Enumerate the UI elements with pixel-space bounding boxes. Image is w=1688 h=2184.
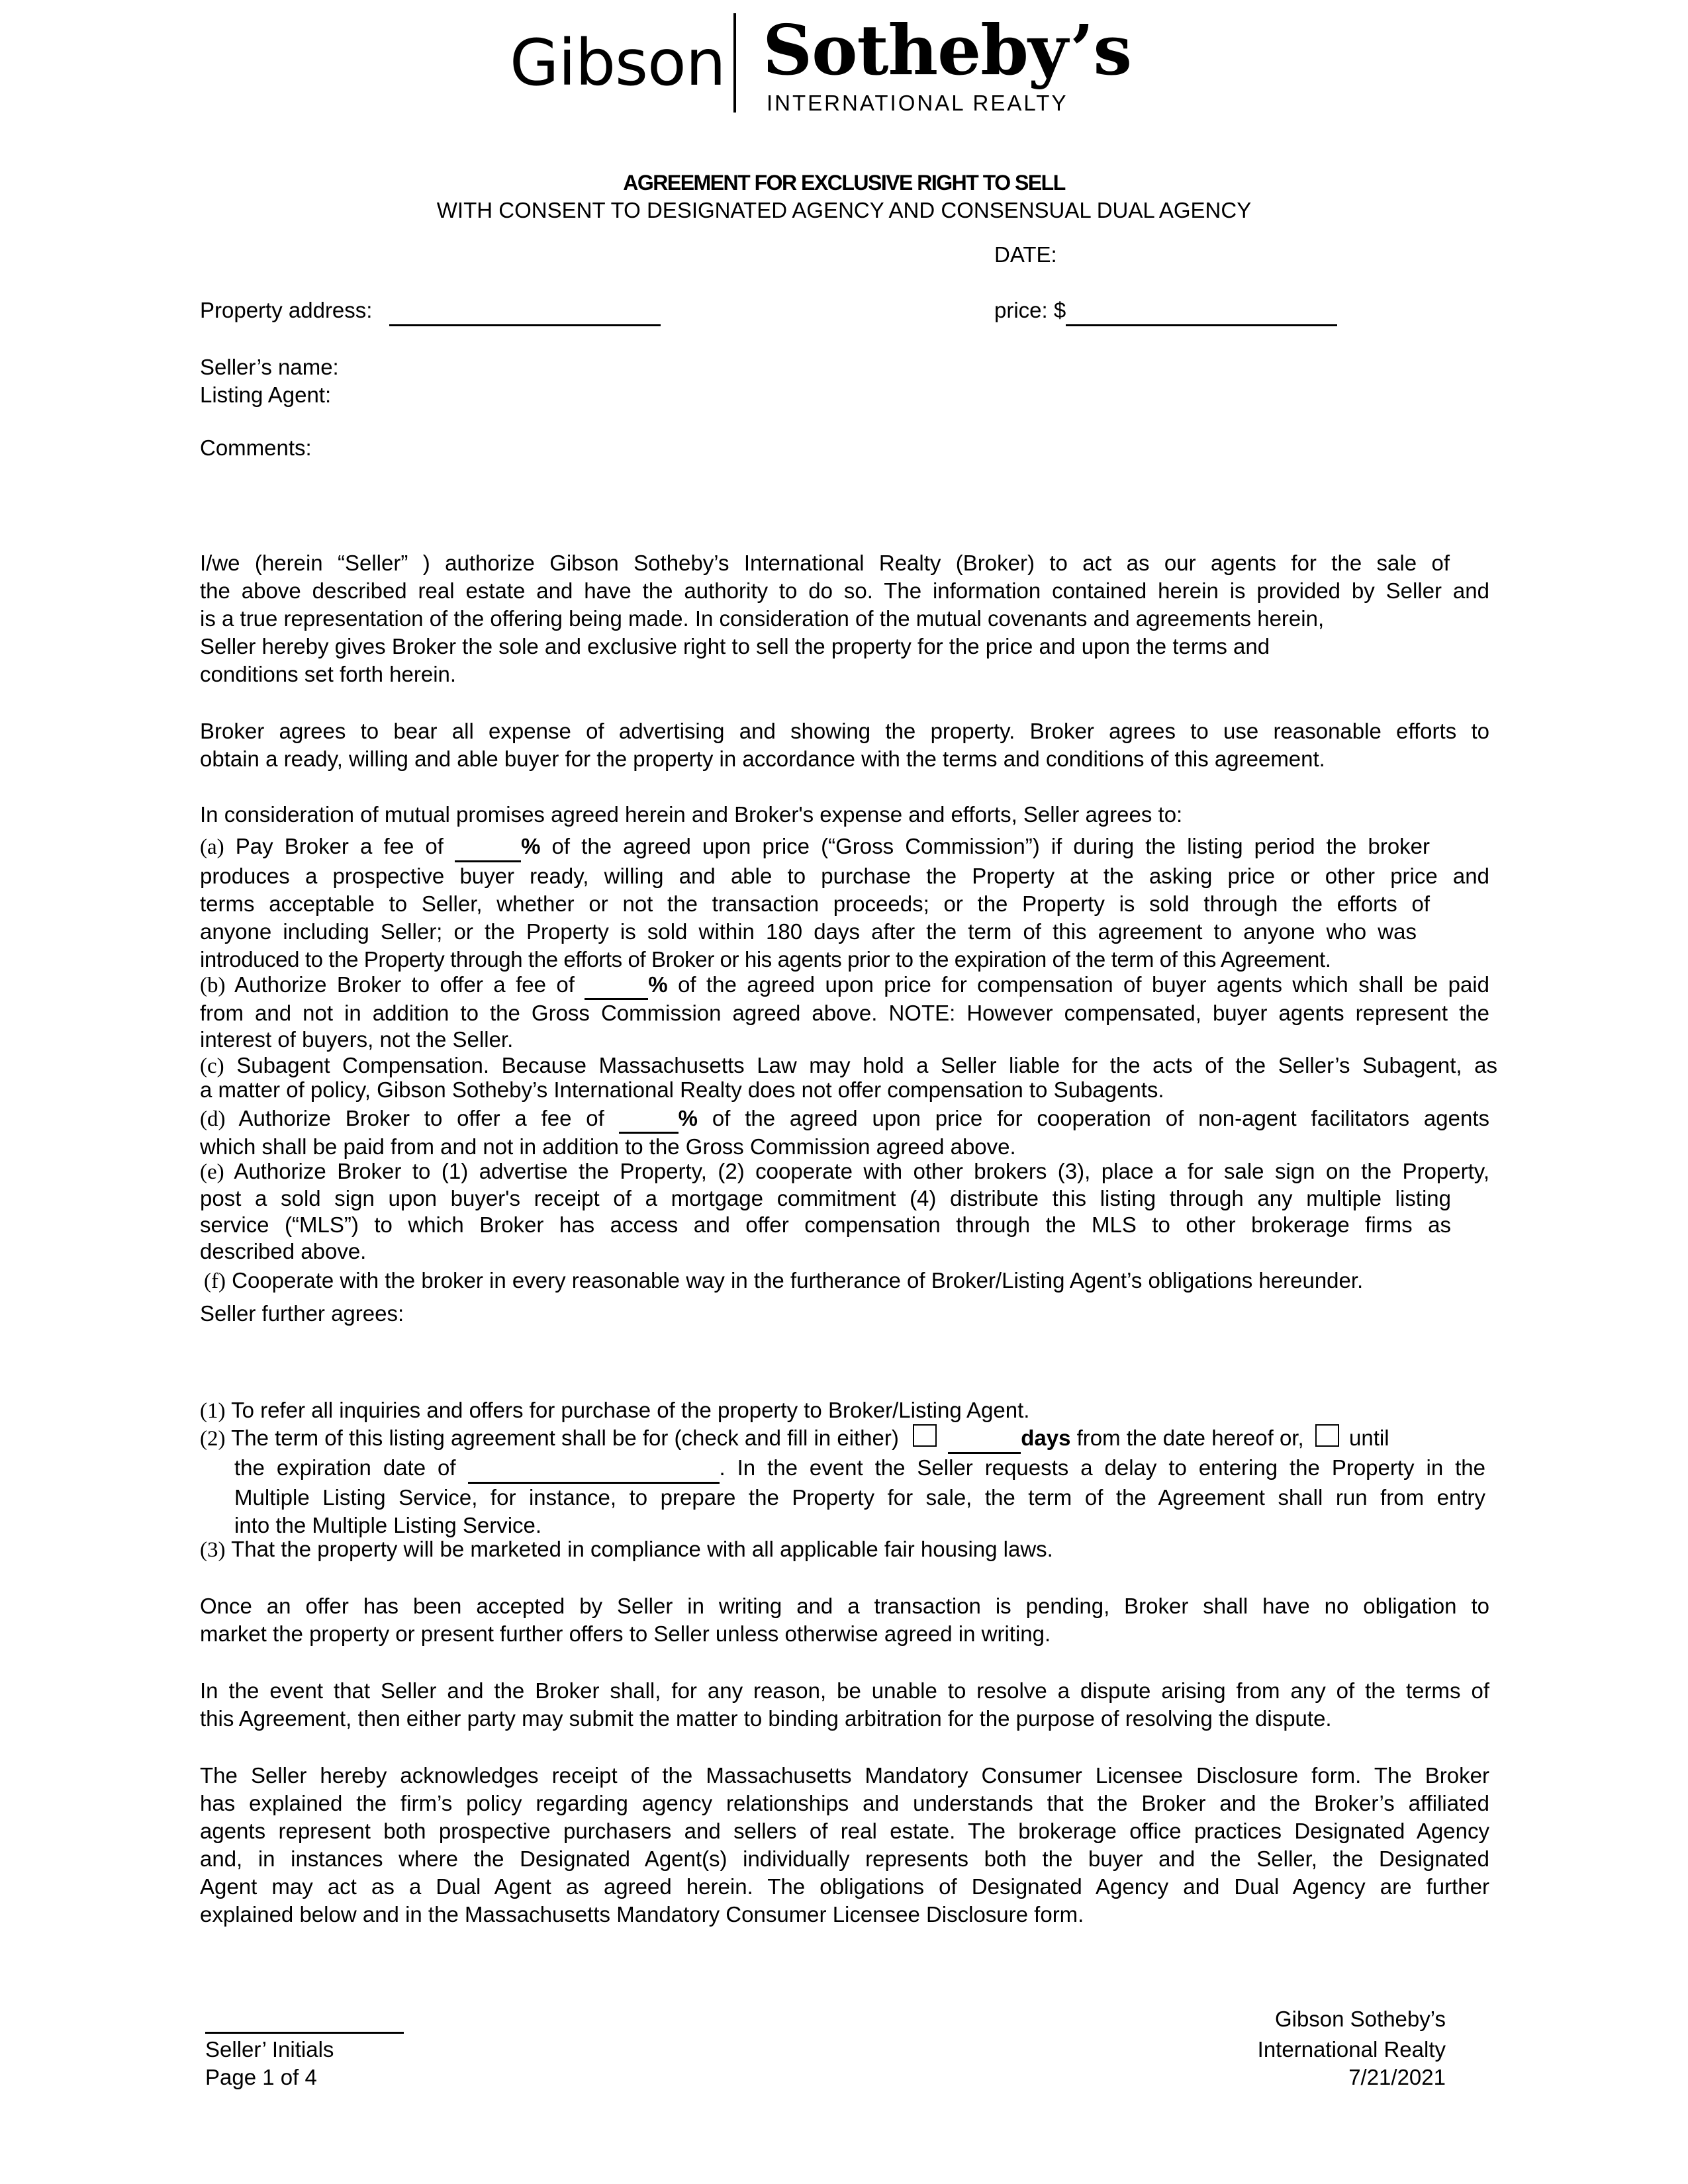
listing-agent-label: Listing Agent: xyxy=(200,383,332,407)
logo xyxy=(510,9,1132,118)
seller-name-label: Seller’s name: xyxy=(200,355,339,379)
further-item-1-label: (1) xyxy=(200,1399,226,1423)
item-a-pre: Pay Broker a fee of xyxy=(235,834,444,858)
further-item-2-second-line xyxy=(234,1454,1485,1484)
price-row xyxy=(994,296,1391,326)
property-address-row xyxy=(200,296,729,326)
page-subtitle: WITH CONSENT TO DESIGNATED AGENCY AND CONSENSUAL DUAL AGENCY xyxy=(436,198,1252,222)
further-item-1-text: To refer all inquiries and offers for purchase of the property to Broker/Listing Agent. xyxy=(231,1398,1030,1422)
paragraph-line: the above described real estate and have the authority to do so. The information contained herein is provided by Seller and xyxy=(200,578,1489,603)
paragraph-line: The Seller hereby acknowledges receipt of the Massachusetts Mandatory Consumer Licensee Disclosure form. The Broker xyxy=(200,1763,1489,1788)
item-b-label: (b) xyxy=(200,974,226,997)
fee-b-field[interactable] xyxy=(585,972,648,1000)
item-b xyxy=(200,972,1489,1053)
further-item-2 xyxy=(200,1424,1491,1539)
dispute-paragraph xyxy=(200,1677,1489,1733)
comments-label: Comments: xyxy=(200,435,312,460)
item-b-first-line xyxy=(200,972,1489,1000)
item-e xyxy=(200,1158,1489,1265)
page-title: AGREEMENT FOR EXCLUSIVE RIGHT TO SELL xyxy=(623,171,1065,195)
page-number: Page 1 of 4 xyxy=(205,2065,317,2089)
item-e-label: (e) xyxy=(200,1160,224,1184)
until-label: until xyxy=(1348,1426,1389,1450)
further-item-2-l2-pre: the expiration date of xyxy=(234,1455,456,1480)
further-item-2-first-line xyxy=(200,1424,1491,1454)
paragraph-line: conditions set forth herein. xyxy=(200,662,457,686)
paragraph-line: In the event that Seller and the Broker shall, for any reason, be unable to resolve a dispute arising from any of the terms of xyxy=(200,1678,1489,1703)
further-item-3-label: (3) xyxy=(200,1538,226,1562)
item-d-pre: Authorize Broker to offer a fee of xyxy=(238,1106,604,1130)
paragraph-line: agents represent both prospective purchasers and sellers of real estate. The brokerage office practices Designated Agency xyxy=(200,1819,1489,1843)
item-c-first-line xyxy=(200,1054,1497,1078)
paragraph-line: Seller hereby gives Broker the sole and exclusive right to sell the property for the price and upon the terms and xyxy=(200,634,1270,659)
paragraph-line: introduced to the Property through the efforts of Broker or his agents prior to the expiration of the term of this Agreement. xyxy=(200,947,1331,972)
paragraph-line: produces a prospective buyer ready, willing and able to purchase the Property at the asking price or other price and xyxy=(200,864,1489,888)
logo-divider xyxy=(733,13,736,113)
footer-date: 7/21/2021 xyxy=(1348,2065,1446,2089)
item-c xyxy=(200,1054,1497,1102)
item-b-post: of the agreed upon price for compensation of buyer agents which shall be paid xyxy=(678,972,1489,997)
further-item-2-pre: The term of this listing agreement shall be for (check and fill in either) xyxy=(231,1426,899,1450)
paragraph-line: Agent may act as a Dual Agent as agreed herein. The obligations of Designated Agency and Dual Agency are further xyxy=(200,1874,1489,1899)
footer-company-line2: International Realty xyxy=(1257,2037,1446,2062)
further-item-2-l2-post: . In the event the Seller requests a delay to entering the Property in the xyxy=(719,1455,1485,1480)
paragraph-line: Once an offer has been accepted by Seller in writing and a transaction is pending, Broker shall have no obligation to xyxy=(200,1594,1489,1618)
days-field[interactable] xyxy=(948,1424,1021,1454)
footer-company-line1: Gibson Sotheby’s xyxy=(1274,2007,1446,2031)
item-d-post: of the agreed upon price for cooperation of non-agent facilitators agents xyxy=(712,1106,1490,1130)
price-field[interactable] xyxy=(1066,296,1337,326)
item-a-post: of the agreed upon price (“Gross Commission”) if during the listing period the broker xyxy=(551,834,1430,858)
item-d-first-line xyxy=(200,1105,1489,1134)
days-checkbox[interactable] xyxy=(913,1424,937,1447)
further-item-2-body xyxy=(200,1454,1491,1539)
seller-further-agrees: Seller further agrees: xyxy=(200,1301,404,1326)
further-item-3 xyxy=(200,1535,1491,1564)
intro-paragraph xyxy=(200,549,1489,688)
price-label: price: $ xyxy=(994,298,1066,322)
logo-sothebys: Sotheby’s xyxy=(763,9,1132,91)
item-c-text: Subagent Compensation. Because Massachusetts Law may hold a Seller liable for the acts of the Seller’s Subagent, as xyxy=(236,1053,1497,1077)
item-e-text: Authorize Broker to (1) advertise the Property, (2) cooperate with other brokers (3), place a for sale sign on the Property, xyxy=(234,1159,1489,1183)
disclosure-paragraph xyxy=(200,1762,1489,1929)
paragraph-line: from and not in addition to the Gross Commission agreed above. NOTE: However compensated, buyer agents represent the xyxy=(200,1001,1489,1025)
broker-agrees-paragraph xyxy=(200,717,1489,773)
item-f xyxy=(204,1267,1495,1295)
paragraph-line: obtain a ready, willing and able buyer for the property in accordance with the terms and conditions of this agreement. xyxy=(200,747,1325,771)
paragraph-line: market the property or present further offers to Seller unless otherwise agreed in writing. xyxy=(200,1621,1051,1646)
property-address-label: Property address: xyxy=(200,298,373,322)
footer-company xyxy=(1258,2005,1446,2091)
paragraph-line: described above. xyxy=(200,1239,367,1263)
paragraph-line: interest of buyers, not the Seller. xyxy=(200,1027,514,1052)
item-a-label: (a) xyxy=(200,835,224,859)
percent-sign: % xyxy=(648,972,668,997)
percent-sign: % xyxy=(521,834,541,858)
item-c-label: (c) xyxy=(200,1054,224,1078)
paragraph-line: and, in instances where the Designated Agent(s) individually represents both the buyer and the Seller, the Designated xyxy=(200,1846,1489,1871)
date-label: DATE: xyxy=(994,242,1057,267)
paragraph-line: service (“MLS”) to which Broker has access and offer compensation through the MLS to other brokerage firms as xyxy=(200,1212,1451,1237)
paragraph-line: this Agreement, then either party may submit the matter to binding arbitration for the purpose of resolving the dispute. xyxy=(200,1706,1332,1731)
paragraph-line: post a sold sign upon buyer's receipt of a mortgage commitment (4) distribute this listing through any multiple listing xyxy=(200,1186,1451,1210)
logo-subtitle: INTERNATIONAL REALTY xyxy=(767,91,1068,115)
item-d-label: (d) xyxy=(200,1107,226,1131)
offer-paragraph xyxy=(200,1592,1489,1648)
further-item-2-label: (2) xyxy=(200,1427,226,1451)
item-f-label: (f) xyxy=(204,1269,226,1293)
paragraph-line: terms acceptable to Seller, whether or not the transaction proceeds; or the Property is sold through the efforts of xyxy=(200,891,1430,916)
percent-sign: % xyxy=(678,1106,698,1130)
paragraph-line: explained below and in the Massachusetts Mandatory Consumer Licensee Disclosure form. xyxy=(200,1902,1084,1927)
paragraph-line: has explained the firm’s policy regarding agency relationships and understands that the Broker and the Broker’s affiliated xyxy=(200,1791,1489,1815)
paragraph-line: Broker agrees to bear all expense of advertising and showing the property. Broker agrees to use reasonable efforts to xyxy=(200,719,1489,743)
seller-initials-label: Seller’ Initials xyxy=(205,2037,334,2062)
logo-gibson: Gibson xyxy=(510,26,726,100)
fee-a-field[interactable] xyxy=(455,833,521,862)
property-address-field[interactable] xyxy=(389,296,661,326)
paragraph-line: a matter of policy, Gibson Sotheby’s International Realty does not offer compensation to Subagents. xyxy=(200,1077,1164,1102)
expiration-date-field[interactable] xyxy=(468,1454,720,1484)
item-b-pre: Authorize Broker to offer a fee of xyxy=(234,972,575,997)
paragraph-line: into the Multiple Listing Service. xyxy=(234,1513,542,1537)
fee-d-field[interactable] xyxy=(619,1105,679,1134)
further-item-1 xyxy=(200,1396,1491,1425)
seller-initials-line[interactable] xyxy=(205,2032,404,2034)
paragraph-line: is a true representation of the offering being made. In consideration of the mutual covenants and agreements herein, xyxy=(200,606,1325,631)
further-item-3-text: That the property will be marketed in compliance with all applicable fair housing laws. xyxy=(231,1537,1053,1561)
paragraph-line: which shall be paid from and not in addition to the Gross Commission agreed above. xyxy=(200,1134,1016,1159)
days-label: days xyxy=(1021,1426,1071,1450)
item-f-text: Cooperate with the broker in every reasonable way in the furtherance of Broker/Listing Agent’s obligations hereunder. xyxy=(232,1268,1364,1293)
paragraph-line: I/we (herein “Seller” ) authorize Gibson Sotheby’s International Realty (Broker) to act as our agents for the sale of xyxy=(200,551,1450,575)
item-a xyxy=(200,833,1489,974)
item-e-first-line xyxy=(200,1158,1489,1185)
further-item-2-mid: from the date hereof or, xyxy=(1076,1426,1304,1450)
item-a-first-line xyxy=(200,833,1430,862)
consideration-line: In consideration of mutual promises agreed herein and Broker's expense and efforts, Seller agrees to: xyxy=(200,802,1183,827)
until-checkbox[interactable] xyxy=(1315,1424,1339,1447)
item-d xyxy=(200,1105,1489,1160)
paragraph-line: Multiple Listing Service, for instance, to prepare the Property for sale, the term of the Agreement shall run from entry xyxy=(234,1485,1485,1510)
paragraph-line: anyone including Seller; or the Property is sold within 180 days after the term of this agreement to anyone who was xyxy=(200,919,1417,944)
